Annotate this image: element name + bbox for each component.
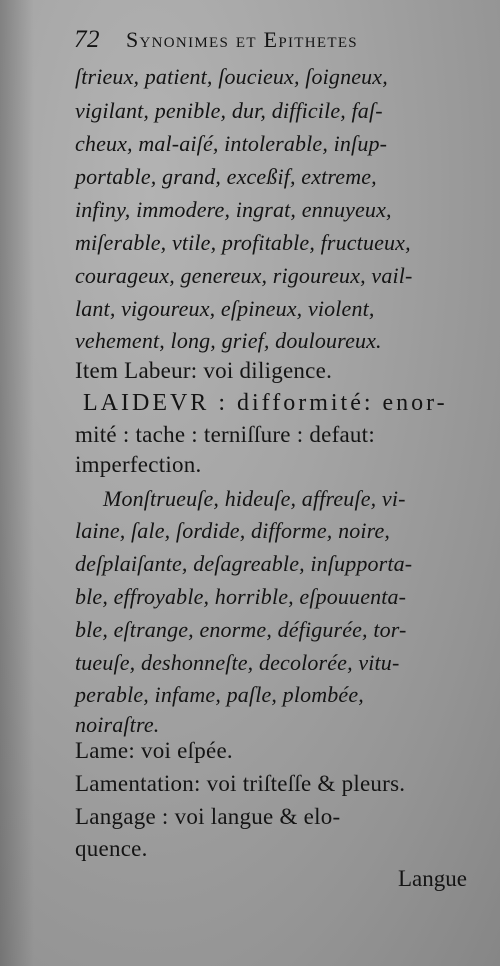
entry-line: quence.	[75, 836, 148, 861]
text-line: cheux, mal-aiſé, intolerable, inſup-	[75, 131, 388, 156]
epithet-line: deſplaiſante, deſagreable, inſupporta-	[75, 551, 413, 576]
page-header	[74, 26, 474, 60]
epithet-line: perable, infame, paſle, plombée,	[75, 682, 364, 707]
running-title: Synonimes et Epithetes	[126, 27, 358, 52]
text-line: vigilant, penible, dur, difficile, faſ-	[75, 98, 383, 123]
text-line: imperfection.	[75, 452, 202, 477]
entry-line: Lame: voi eſpée.	[75, 738, 233, 763]
catchword: Langue	[398, 866, 467, 891]
text-line: infiny, immodere, ingrat, ennuyeux,	[75, 197, 392, 222]
text-line: vehement, long, grief, douloureux.	[75, 328, 382, 353]
text-line: mité : tache : terniſſure : defaut:	[75, 422, 375, 447]
text-line: miſerable, vtile, profitable, fructueux,	[75, 230, 411, 255]
epithet-line: ble, eſtrange, enorme, défigurée, tor-	[75, 617, 407, 642]
epithet-line: Monſtrueuſe, hideuſe, affreuſe, vi-	[103, 486, 406, 511]
text-line: courageux, genereux, rigoureux, vail-	[75, 263, 413, 288]
epithet-line: laine, ſale, ſordide, difforme, noire,	[75, 518, 391, 543]
cross-reference-line: Item Labeur: voi diligence.	[75, 358, 333, 383]
entry-line: Langage : voi langue & elo-	[75, 804, 341, 829]
text-line: portable, grand, exceßif, extreme,	[75, 164, 377, 189]
page-number: 72	[74, 26, 100, 53]
text-line: lant, vigoureux, eſpineux, violent,	[75, 296, 375, 321]
entry-line: Lamentation: voi triſteſſe & pleurs.	[75, 771, 406, 796]
epithet-line: noiraſtre.	[75, 712, 160, 737]
epithet-line: tueuſe, deshonneſte, decolorée, vitu-	[75, 650, 400, 675]
epithet-line: ble, effroyable, horrible, eſpouuenta-	[75, 584, 407, 609]
text-line: ſtrieux, patient, ſoucieux, ſoigneux,	[75, 64, 388, 89]
entry-headword-line: LAIDEVR : difformité: enor-	[83, 390, 448, 416]
